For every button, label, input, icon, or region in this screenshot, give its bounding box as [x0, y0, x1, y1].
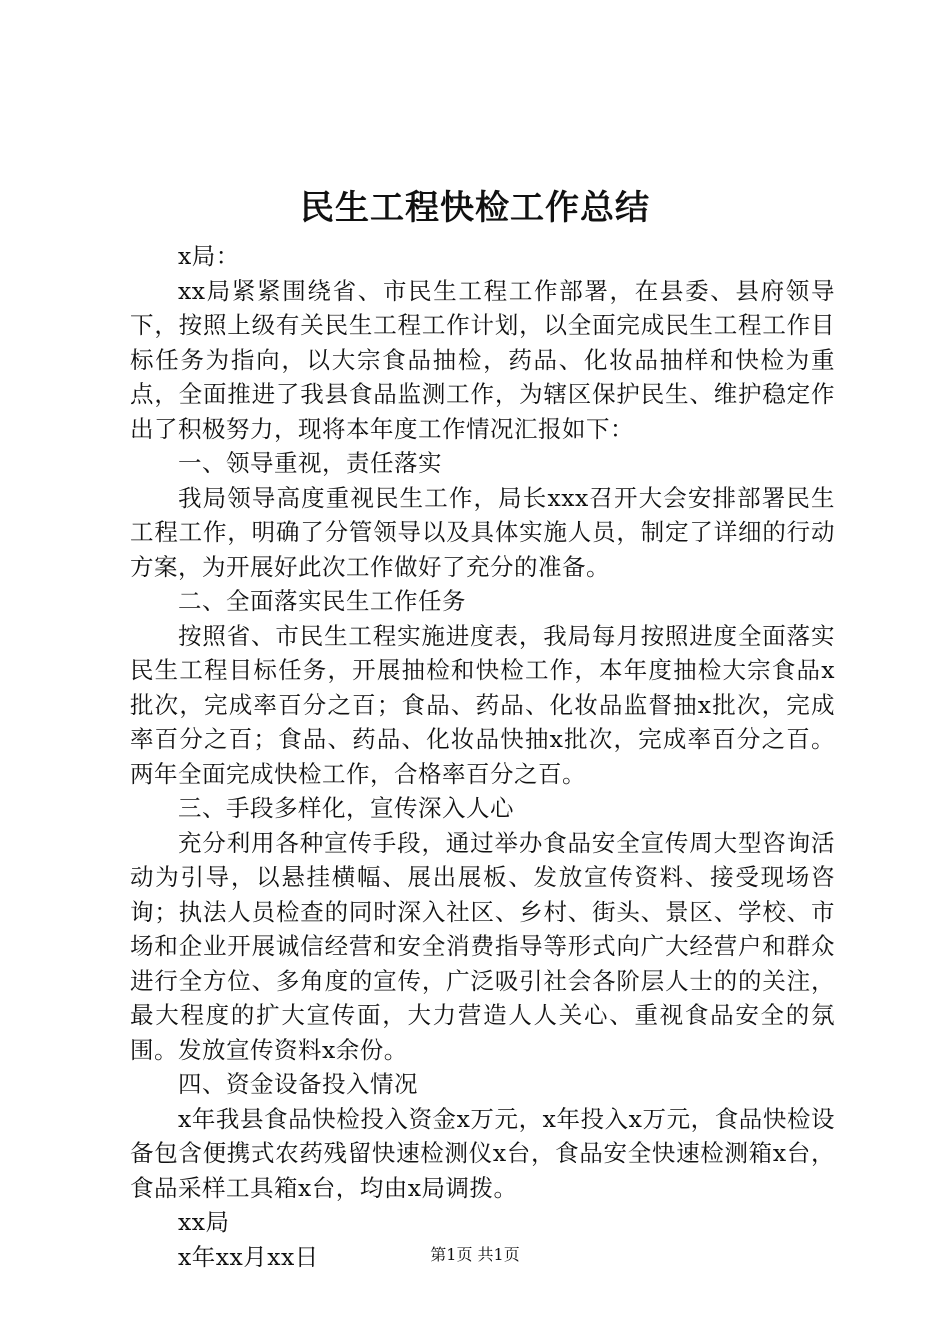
section-paragraph-4: x年我县食品快检投入资金x万元，x年投入x万元，食品快检设备包含便携式农药残留快速检测仪x台，食品安全快速检测箱x台，食品采样工具箱x台，均由x局调拨。	[130, 1104, 835, 1202]
signature: xx局	[178, 1208, 230, 1236]
section-paragraph-1: 我局领导高度重视民生工作，局长xxx召开大会安排部署民生工程工作，明确了分管领导以及具体实施人员，制定了详细的行动方案，为开展好此次工作做好了充分的准备。	[130, 483, 835, 581]
page-footer: 第1页 共1页	[430, 1245, 520, 1264]
section-heading-2: 二、全面落实民生工作任务	[178, 587, 466, 615]
document-body	[130, 239, 835, 1274]
section-paragraph-2: 按照省、市民生工程实施进度表，我局每月按照进度全面落实民生工程目标任务，开展抽检和快检工作，本年度抽检大宗食品x批次，完成率百分之百；食品、药品、化妆品监督抽x批次，完成率百分之百；食品、药品、化妆品快抽x批次，完成率百分之百。两年全面完成快检工作，合格率百分之百。	[130, 621, 835, 788]
salutation: x局：	[178, 242, 240, 270]
section-heading-1: 一、领导重视，责任落实	[178, 449, 442, 477]
document-title: 民生工程快检工作总结	[300, 188, 650, 228]
section-heading-4: 四、资金设备投入情况	[178, 1070, 418, 1098]
intro-paragraph: xx局紧紧围绕省、市民生工程工作部署，在县委、县府领导下，按照上级有关民生工程工作计划，以全面完成民生工程工作目标任务为指向，以大宗食品抽检，药品、化妆品抽样和快检为重点，全面推进了我县食品监测工作，为辖区保护民生、维护稳定作出了积极努力，现将本年度工作情况汇报如下：	[130, 276, 835, 443]
section-paragraph-3: 充分利用各种宣传手段，通过举办食品安全宣传周大型咨询活动为引导，以悬挂横幅、展出展板、发放宣传资料、接受现场咨询；执法人员检查的同时深入社区、乡村、街头、景区、学校、市场和企业开展诚信经营和安全消费指导等形式向广大经营户和群众进行全方位、多角度的宣传，广泛吸引社会各阶层人士的的关注，最大程度的扩大宣传面，大力营造人人关心、重视食品安全的氛围。发放宣传资料x余份。	[130, 828, 835, 1064]
section-heading-3: 三、手段多样化，宣传深入人心	[178, 794, 514, 822]
document-date: x年xx月xx日	[178, 1242, 319, 1271]
